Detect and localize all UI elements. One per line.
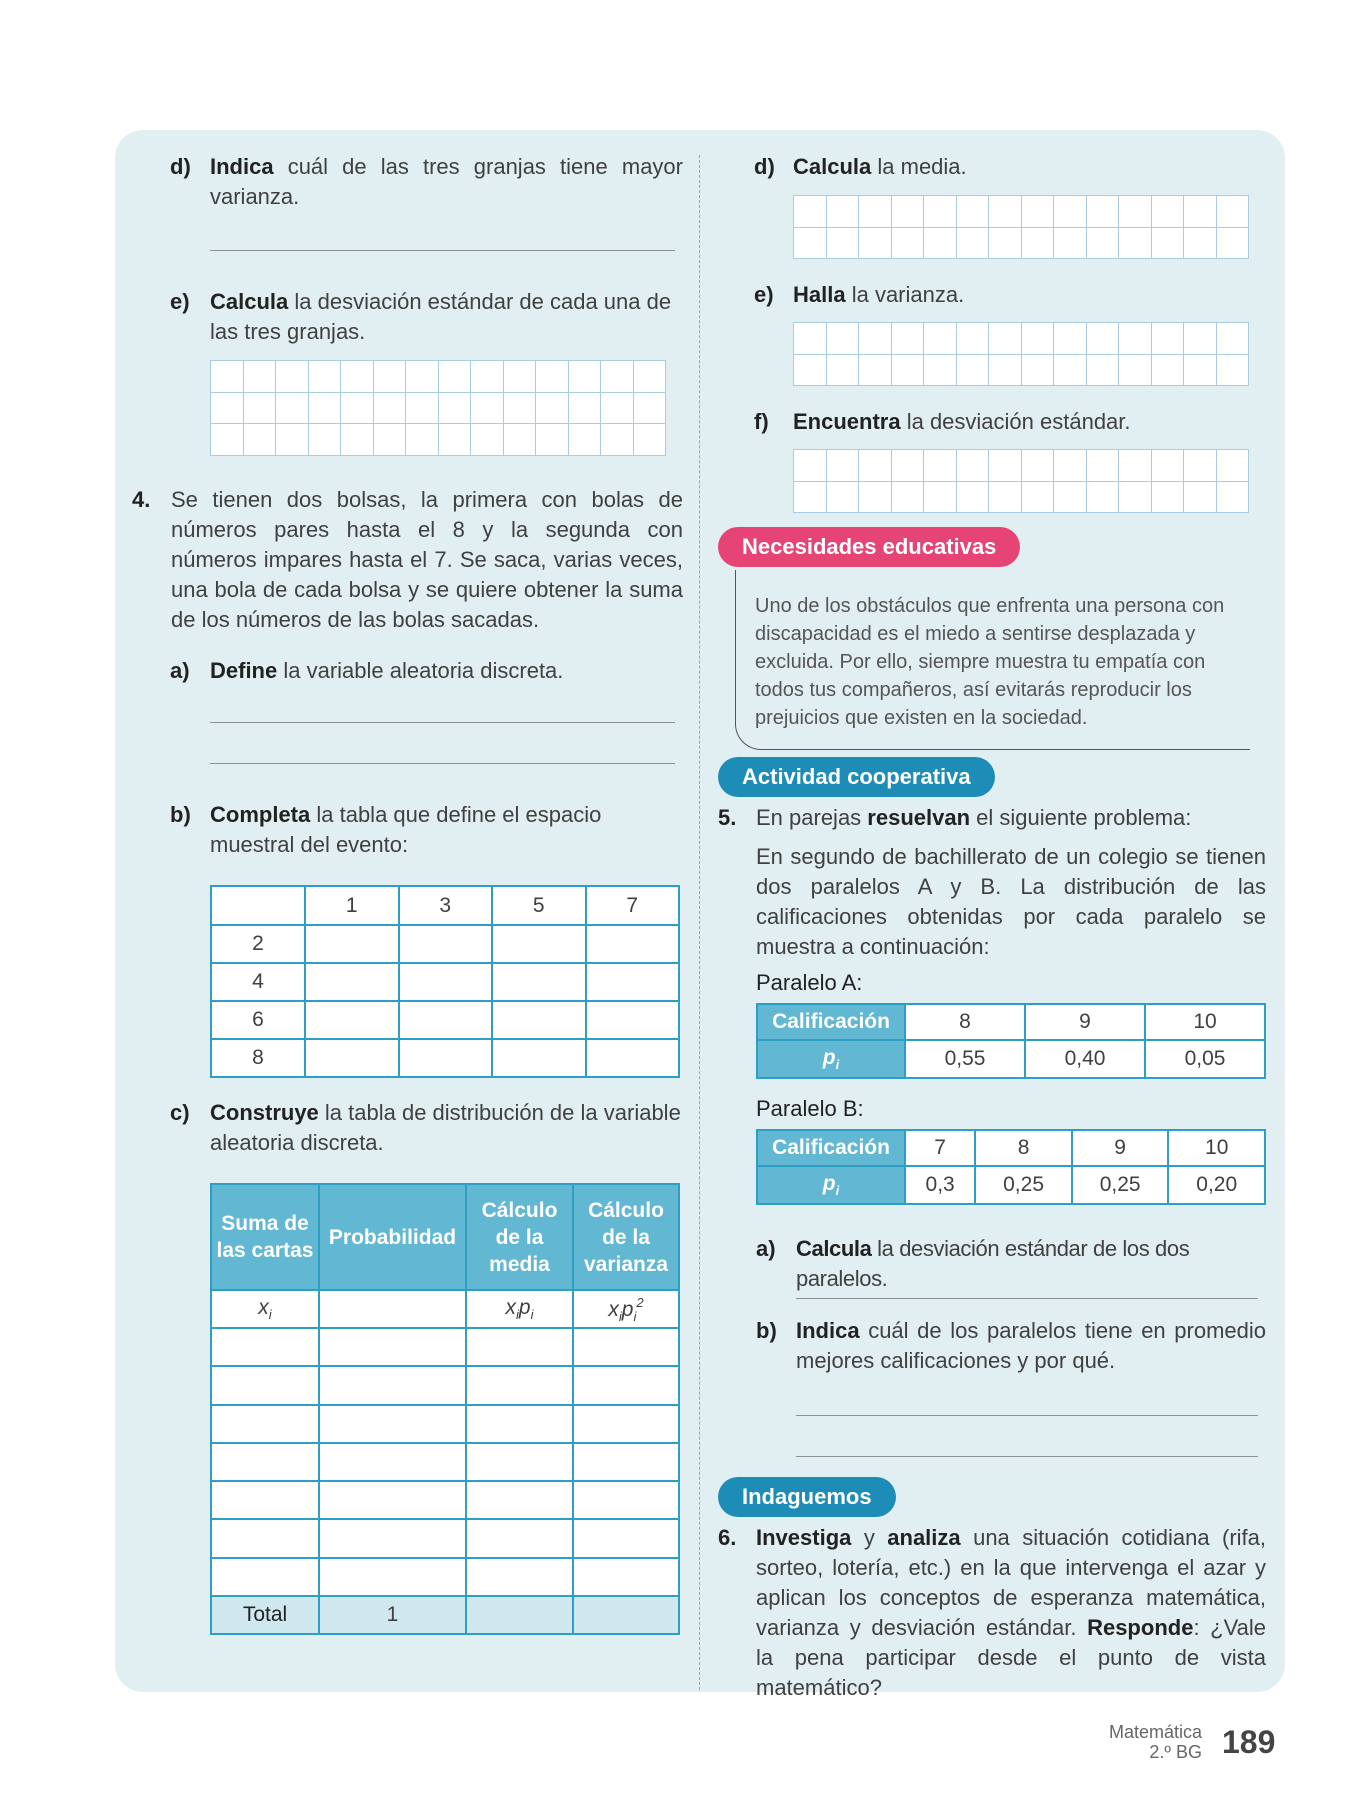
grid-cell[interactable]: [1151, 196, 1184, 228]
grid-cell[interactable]: [891, 323, 924, 355]
grid-cell[interactable]: [276, 424, 309, 456]
answer-line[interactable]: [210, 722, 675, 723]
grid-cell[interactable]: [406, 392, 439, 424]
needs-text: Uno de los obstáculos que enfrenta una persona con discapacidad es el miedo a sentirse desplazada y excluida. Por ello, siempre muestra tu empatía con todos tus compañeros, así evitarás reproducir los prejuicios que existen en la sociedad.: [755, 595, 1225, 729]
grid-cell[interactable]: [1021, 481, 1054, 513]
answer-line[interactable]: [796, 1298, 1258, 1299]
grid-cell[interactable]: [1054, 481, 1087, 513]
grid-cell[interactable]: [1054, 354, 1087, 386]
grid-cell[interactable]: [601, 424, 634, 456]
grid-cell[interactable]: [373, 361, 406, 393]
blank-cell[interactable]: [211, 1405, 319, 1443]
grid-cell[interactable]: [1184, 354, 1217, 386]
grid-cell[interactable]: [989, 196, 1022, 228]
grid-cell[interactable]: [989, 481, 1022, 513]
probability-value: 0,05: [1145, 1040, 1265, 1078]
question-5-intro: En parejas resuelvan el siguiente problema:: [756, 805, 1192, 830]
grid-cell[interactable]: [794, 481, 827, 513]
grid-cell[interactable]: [471, 361, 504, 393]
grid-cell[interactable]: [1184, 323, 1217, 355]
grid-cell[interactable]: [956, 354, 989, 386]
grade-value: 7: [905, 1130, 975, 1166]
blank-cell[interactable]: [211, 1558, 319, 1596]
grid-cell[interactable]: [794, 450, 827, 482]
grid-cell[interactable]: [1184, 227, 1217, 259]
grid-cell[interactable]: [956, 450, 989, 482]
answer-line[interactable]: [210, 763, 675, 764]
grid-cell[interactable]: [536, 392, 569, 424]
grid-cell[interactable]: [1216, 227, 1249, 259]
grid-cell[interactable]: [859, 354, 892, 386]
blank-cell[interactable]: [492, 963, 586, 1001]
grid-cell[interactable]: [1021, 323, 1054, 355]
blank-cell[interactable]: [492, 1039, 586, 1077]
grid-cell[interactable]: [989, 227, 1022, 259]
answer-line[interactable]: [210, 250, 675, 251]
total-value: 1: [319, 1596, 466, 1634]
grid-cell[interactable]: [891, 227, 924, 259]
grid-cell[interactable]: [859, 196, 892, 228]
item-e-text: Halla la varianza.: [793, 282, 965, 307]
blank-cell[interactable]: [211, 1481, 319, 1519]
footer-subject: Matemática 2.º BG: [1108, 1722, 1202, 1762]
answer-line[interactable]: [796, 1415, 1258, 1416]
blank-cell[interactable]: [573, 1596, 679, 1634]
grid-cell[interactable]: [891, 354, 924, 386]
header-probability: Probabilidad: [319, 1184, 466, 1290]
grid-cell[interactable]: [276, 392, 309, 424]
row-header: 4: [211, 963, 305, 1001]
question-5-text: En segundo de bachillerato de un colegio se tienen dos paralelos A y B. La distribución de las calificaciones obtenidas por cada paralelo se muestra a continuación:: [756, 844, 1266, 959]
grid-cell[interactable]: [601, 392, 634, 424]
question-4-number: 4.: [132, 487, 151, 512]
grade-header: Calificación: [757, 1130, 905, 1166]
blank-cell[interactable]: [573, 1558, 679, 1596]
total-label: Total: [211, 1596, 319, 1634]
grid-cell[interactable]: [891, 481, 924, 513]
grade-value: 8: [975, 1130, 1072, 1166]
grid-cell[interactable]: [924, 481, 957, 513]
item-b-label: b): [170, 802, 191, 827]
blank-cell[interactable]: [466, 1558, 573, 1596]
grid-cell[interactable]: [859, 227, 892, 259]
grid-cell[interactable]: [211, 392, 244, 424]
grid-cell[interactable]: [406, 361, 439, 393]
row-header: 8: [211, 1039, 305, 1077]
grid-cell[interactable]: [633, 361, 666, 393]
blank-cell[interactable]: [466, 1443, 573, 1481]
grid-cell[interactable]: [924, 196, 957, 228]
probability-value: 0,40: [1025, 1040, 1145, 1078]
grid-cell[interactable]: [438, 361, 471, 393]
probability-value: 0,25: [1072, 1166, 1169, 1204]
question-6-number: 6.: [718, 1525, 737, 1550]
item-a-label: a): [170, 658, 190, 683]
blank-cell[interactable]: [319, 1328, 466, 1366]
grid-cell[interactable]: [1054, 450, 1087, 482]
column-header: 1: [305, 886, 399, 925]
blank-cell[interactable]: [211, 1328, 319, 1366]
blank-cell[interactable]: [466, 1405, 573, 1443]
blank-cell[interactable]: [586, 963, 680, 1001]
grid-cell[interactable]: [503, 361, 536, 393]
grid-cell[interactable]: [859, 481, 892, 513]
blank-cell[interactable]: [319, 1519, 466, 1557]
header-variance: Cálculo de la varianza: [573, 1184, 679, 1290]
item-e-label: e): [754, 282, 774, 307]
grid-cell[interactable]: [1216, 450, 1249, 482]
grid-cell[interactable]: [211, 424, 244, 456]
grid-cell[interactable]: [308, 392, 341, 424]
grid-cell[interactable]: [924, 354, 957, 386]
formula-xi: $x_i$: [211, 1290, 319, 1328]
blank-cell[interactable]: [305, 1039, 399, 1077]
grid-cell[interactable]: [341, 392, 374, 424]
blank-cell[interactable]: [319, 1481, 466, 1519]
grid-cell[interactable]: [956, 323, 989, 355]
grid-cell[interactable]: [1086, 196, 1119, 228]
column-header: 7: [586, 886, 680, 925]
grid-cell[interactable]: [1184, 450, 1217, 482]
sample-space-table: [210, 885, 680, 1078]
grid-cell[interactable]: [1054, 196, 1087, 228]
grid-cell[interactable]: [633, 424, 666, 456]
item-c-text: Construye la tabla de distribución de la variable aleatoria discreta.: [210, 1100, 681, 1155]
formula-xipi: $x_ip_i$: [466, 1290, 573, 1328]
grade-value: 9: [1025, 1004, 1145, 1040]
item-e-text: Calcula la desviación estándar de cada una de las tres granjas.: [210, 289, 672, 344]
grid-cell[interactable]: [924, 323, 957, 355]
grid-cell[interactable]: [891, 196, 924, 228]
blank-cell[interactable]: [211, 1366, 319, 1404]
blank-cell[interactable]: [305, 925, 399, 963]
grid-cell[interactable]: [1119, 323, 1152, 355]
grade-value: 10: [1145, 1004, 1265, 1040]
blank-cell[interactable]: [586, 925, 680, 963]
grid-cell[interactable]: [1184, 481, 1217, 513]
blank-cell[interactable]: [586, 1001, 680, 1039]
header-mean: Cálculo de la media: [466, 1184, 573, 1290]
grid-cell[interactable]: [1216, 323, 1249, 355]
blank-cell[interactable]: [586, 1039, 680, 1077]
grade-value: 8: [905, 1004, 1025, 1040]
item-f-text: Encuentra la desviación estándar.: [793, 409, 1131, 434]
blank-cell[interactable]: [573, 1328, 679, 1366]
item-d-label: d): [170, 154, 191, 179]
grid-cell[interactable]: [1021, 227, 1054, 259]
grid-cell[interactable]: [243, 424, 276, 456]
grid-cell[interactable]: [536, 424, 569, 456]
grid-cell[interactable]: [211, 361, 244, 393]
blank-cell[interactable]: [399, 1001, 493, 1039]
blank-cell[interactable]: [305, 1001, 399, 1039]
grid-cell[interactable]: [826, 450, 859, 482]
answer-grid[interactable]: [793, 322, 1249, 386]
blank-cell[interactable]: [573, 1519, 679, 1557]
item-a-text: Define la variable aleatoria discreta.: [210, 658, 564, 683]
page-number: 189: [1222, 1724, 1276, 1760]
grid-cell[interactable]: [1151, 354, 1184, 386]
blank-cell[interactable]: [466, 1328, 573, 1366]
item-d-text: Calcula la media.: [793, 154, 967, 179]
item-b-label: b): [756, 1318, 777, 1343]
grid-cell[interactable]: [989, 354, 1022, 386]
grid-cell[interactable]: [859, 323, 892, 355]
grid-cell[interactable]: [438, 424, 471, 456]
grid-cell[interactable]: [1119, 227, 1152, 259]
question-6-text: Investiga y analiza una situación cotidiana (rifa, sorteo, lotería, etc.) en la que intervenga el azar y aplican los conceptos de esperanza matemática, varianza y desviación estándar. Responde: ¿Vale la pena participar desde el punto de vista matemático?: [756, 1525, 1266, 1700]
grid-cell[interactable]: [438, 392, 471, 424]
blank-cell[interactable]: [211, 1519, 319, 1557]
grid-cell[interactable]: [373, 424, 406, 456]
grid-cell[interactable]: [1151, 227, 1184, 259]
blank-cell[interactable]: [305, 963, 399, 1001]
item-b-text: Indica cuál de los paralelos tiene en promedio mejores calificaciones y por qué.: [796, 1318, 1266, 1373]
blank-cell[interactable]: [399, 1039, 493, 1077]
blank-cell[interactable]: [319, 1405, 466, 1443]
blank-cell[interactable]: [319, 1366, 466, 1404]
grid-cell[interactable]: [891, 450, 924, 482]
needs-title-badge: Necesidades educativas: [718, 527, 1020, 567]
grid-cell[interactable]: [633, 392, 666, 424]
grid-cell[interactable]: [826, 323, 859, 355]
grid-cell[interactable]: [1021, 196, 1054, 228]
grid-cell[interactable]: [826, 481, 859, 513]
grid-cell[interactable]: [341, 361, 374, 393]
question-5-number: 5.: [718, 805, 737, 830]
grid-cell[interactable]: [1151, 481, 1184, 513]
grid-cell[interactable]: [924, 227, 957, 259]
distribution-table: [210, 1183, 680, 1635]
item-d-text: Indica cuál de las tres granjas tiene mayor varianza.: [210, 154, 683, 209]
grid-cell[interactable]: [1054, 227, 1087, 259]
column-header: 3: [399, 886, 493, 925]
paralelo-b-title: Paralelo B:: [756, 1096, 864, 1121]
blank-cell[interactable]: [466, 1519, 573, 1557]
paralelo-b-table: [756, 1129, 1266, 1205]
blank-cell[interactable]: [573, 1405, 679, 1443]
grid-cell[interactable]: [1184, 196, 1217, 228]
item-e-label: e): [170, 289, 190, 314]
grid-cell[interactable]: [1086, 227, 1119, 259]
item-a-label: a): [756, 1236, 776, 1261]
grid-cell[interactable]: [956, 481, 989, 513]
formula-xi2pi: $x_ip_i^2$: [573, 1290, 679, 1328]
item-f-label: f): [754, 409, 769, 434]
item-b-text: Completa la tabla que define el espacio muestral del evento:: [210, 802, 602, 857]
grid-cell[interactable]: [826, 196, 859, 228]
grid-cell[interactable]: [1054, 323, 1087, 355]
grade-header: Calificación: [757, 1004, 905, 1040]
probability-value: 0,55: [905, 1040, 1025, 1078]
grid-cell[interactable]: [1216, 481, 1249, 513]
blank-cell[interactable]: [399, 963, 493, 1001]
probability-value: 0,3: [905, 1166, 975, 1204]
grid-cell[interactable]: [794, 196, 827, 228]
grid-cell[interactable]: [503, 424, 536, 456]
item-a-text: Calcula la desviación estándar de los dos paralelos.: [796, 1236, 1190, 1291]
blank-cell[interactable]: [492, 1001, 586, 1039]
row-header: 2: [211, 925, 305, 963]
grid-cell[interactable]: [471, 392, 504, 424]
grid-cell[interactable]: [794, 227, 827, 259]
grid-cell[interactable]: [243, 392, 276, 424]
blank-cell[interactable]: [211, 1443, 319, 1481]
grid-cell[interactable]: [794, 354, 827, 386]
probability-header: $p_i$: [757, 1166, 905, 1204]
grid-cell[interactable]: [308, 424, 341, 456]
grid-cell[interactable]: [1119, 450, 1152, 482]
grid-cell[interactable]: [276, 361, 309, 393]
grade-value: 10: [1168, 1130, 1265, 1166]
grid-cell[interactable]: [1216, 196, 1249, 228]
blank-cell[interactable]: [466, 1596, 573, 1634]
indaguemos-badge: Indaguemos: [718, 1477, 896, 1517]
grid-cell[interactable]: [308, 361, 341, 393]
grid-cell[interactable]: [1021, 450, 1054, 482]
row-header: 6: [211, 1001, 305, 1039]
probability-value: 0,20: [1168, 1166, 1265, 1204]
grid-cell[interactable]: [1086, 450, 1119, 482]
column-header: 5: [492, 886, 586, 925]
blank-cell[interactable]: [573, 1366, 679, 1404]
grid-cell[interactable]: [989, 323, 1022, 355]
grid-cell[interactable]: [989, 450, 1022, 482]
answer-grid[interactable]: [210, 360, 666, 456]
question-4-text: Se tienen dos bolsas, la primera con bolas de números pares hasta el 8 y la segunda con números impares hasta el 7. Se saca, varias veces, una bola de cada bolsa y se quiere obtener la suma de los números de las bolas sacadas.: [171, 487, 683, 632]
answer-line[interactable]: [796, 1456, 1258, 1457]
blank-cell[interactable]: [319, 1290, 466, 1328]
blank-cell[interactable]: [319, 1558, 466, 1596]
blank-cell[interactable]: [466, 1366, 573, 1404]
header-sum: Suma de las cartas: [211, 1184, 319, 1290]
grid-cell[interactable]: [406, 424, 439, 456]
grid-cell[interactable]: [341, 424, 374, 456]
grid-cell[interactable]: [826, 227, 859, 259]
grid-cell[interactable]: [859, 450, 892, 482]
grid-cell[interactable]: [956, 196, 989, 228]
grid-cell[interactable]: [471, 424, 504, 456]
blank-cell[interactable]: [399, 925, 493, 963]
blank-cell[interactable]: [573, 1481, 679, 1519]
grid-cell[interactable]: [794, 323, 827, 355]
grid-cell[interactable]: [601, 361, 634, 393]
grid-cell[interactable]: [924, 450, 957, 482]
column-divider: [699, 155, 700, 1690]
blank-cell[interactable]: [492, 925, 586, 963]
coop-title-badge: Actividad cooperativa: [718, 757, 995, 797]
grid-cell[interactable]: [1151, 323, 1184, 355]
paralelo-a-table: [756, 1003, 1266, 1079]
answer-grid[interactable]: [793, 195, 1249, 259]
grid-cell[interactable]: [1021, 354, 1054, 386]
corner-cell: [211, 886, 305, 925]
grid-cell[interactable]: [568, 361, 601, 393]
grid-cell[interactable]: [1119, 196, 1152, 228]
answer-grid[interactable]: [793, 449, 1249, 513]
blank-cell[interactable]: [466, 1481, 573, 1519]
item-d-label: d): [754, 154, 775, 179]
grid-cell[interactable]: [568, 424, 601, 456]
paralelo-a-title: Paralelo A:: [756, 970, 863, 995]
grid-cell[interactable]: [1119, 354, 1152, 386]
probability-header: $p_i$: [757, 1040, 905, 1078]
grid-cell[interactable]: [503, 392, 536, 424]
grid-cell[interactable]: [373, 392, 406, 424]
grid-cell[interactable]: [568, 392, 601, 424]
probability-value: 0,25: [975, 1166, 1072, 1204]
grid-cell[interactable]: [1086, 481, 1119, 513]
grid-cell[interactable]: [1151, 450, 1184, 482]
blank-cell[interactable]: [573, 1443, 679, 1481]
grid-cell[interactable]: [536, 361, 569, 393]
blank-cell[interactable]: [319, 1443, 466, 1481]
grid-cell[interactable]: [956, 227, 989, 259]
grid-cell[interactable]: [1216, 354, 1249, 386]
grid-cell[interactable]: [1086, 323, 1119, 355]
grid-cell[interactable]: [1119, 481, 1152, 513]
grade-value: 9: [1072, 1130, 1169, 1166]
grid-cell[interactable]: [243, 361, 276, 393]
item-c-label: c): [170, 1100, 190, 1125]
grid-cell[interactable]: [1086, 354, 1119, 386]
grid-cell[interactable]: [826, 354, 859, 386]
